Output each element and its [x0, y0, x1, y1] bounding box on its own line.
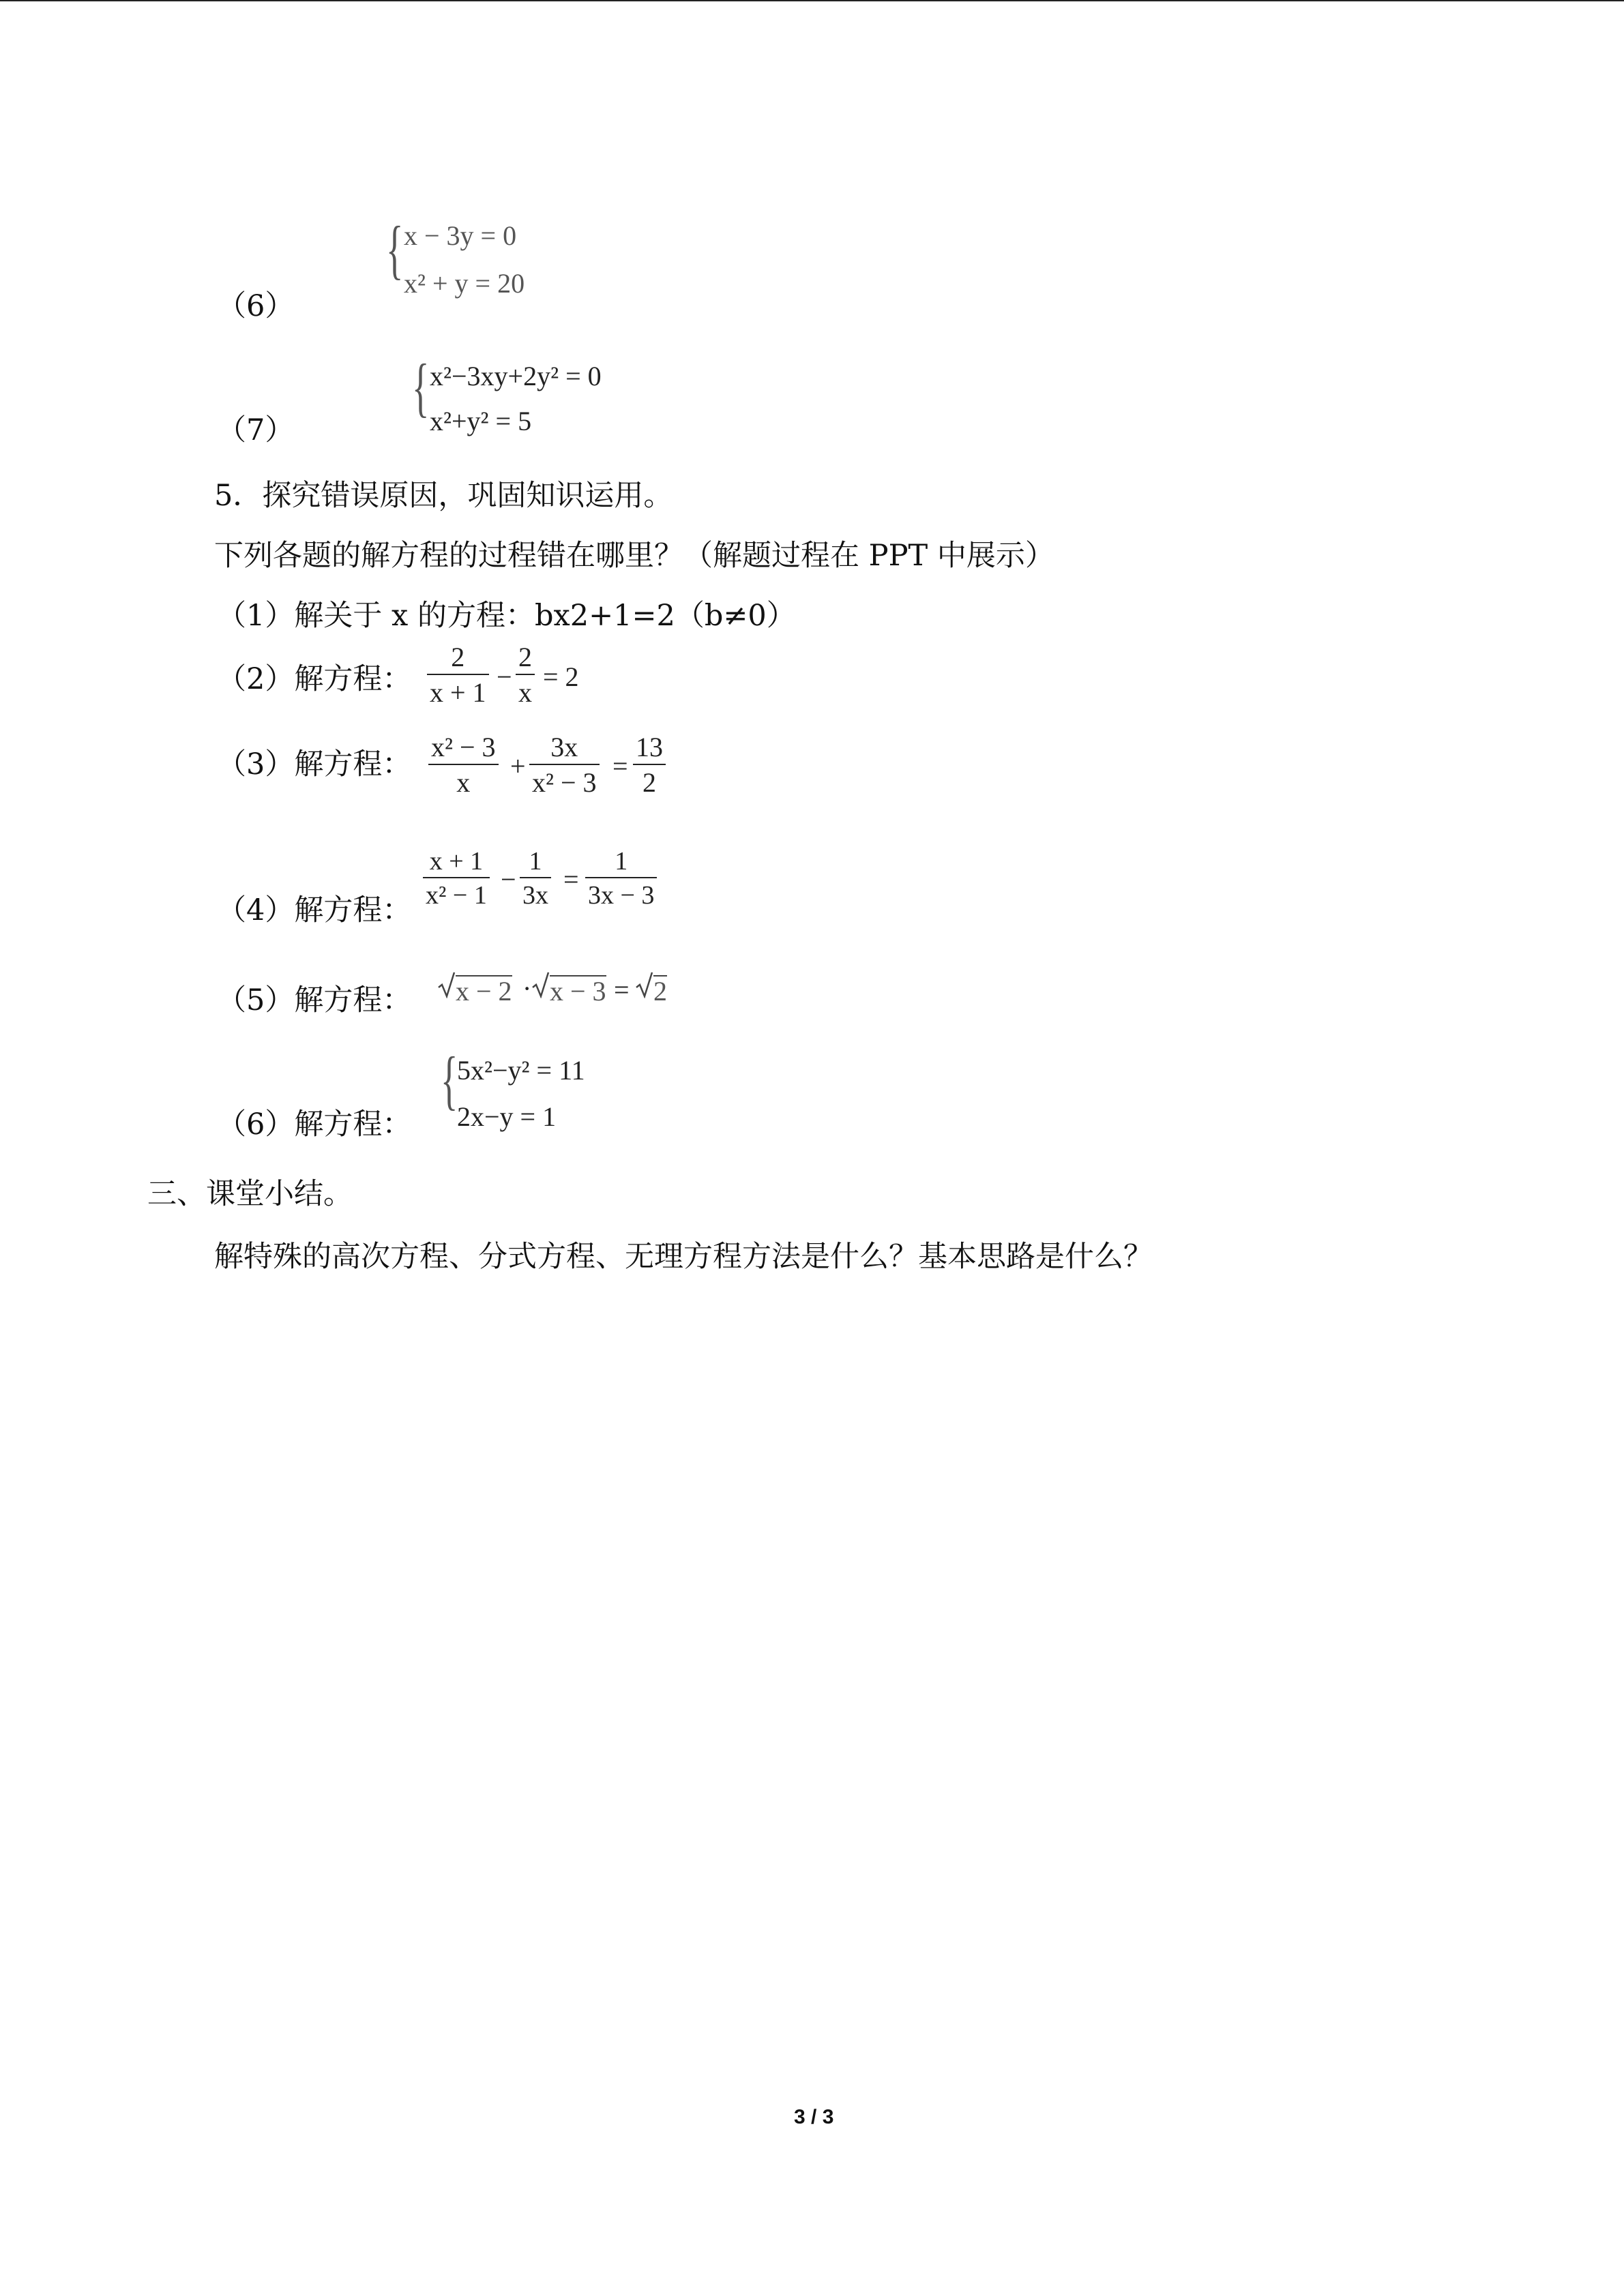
problem-6-equation-2: x² + y = 20: [404, 268, 525, 299]
p3-fraction-2-denominator: x² − 3: [532, 767, 597, 798]
p4-equals: =: [563, 864, 579, 895]
p4-fraction-1-numerator: x + 1: [429, 847, 484, 876]
error-problem-5-label: （5）解方程：: [217, 983, 412, 1017]
p2-fraction-2: [516, 644, 535, 706]
system-brace-7: {: [412, 351, 430, 423]
error-problem-2-label: （2）解方程：: [217, 662, 412, 696]
section-5-intro: 下列各题的解方程的过程错在哪里？（解题过程在 PPT 中展示）: [214, 539, 1054, 573]
section-5-heading: 5．探究错误原因，巩固知识运用。: [214, 479, 673, 513]
p4-fraction-2-numerator: 1: [529, 847, 542, 876]
p2-minus: −: [497, 661, 512, 692]
p5-radicand-1: x − 2: [456, 976, 512, 1007]
summary-text: 解特殊的高次方程、分式方程、无理方程方法是什么？基本思路是什么？: [214, 1240, 1153, 1274]
p4-fraction-1-denominator: x² − 1: [426, 881, 487, 910]
top-border: [0, 0, 1624, 1]
p3-fraction-1: [428, 734, 499, 796]
problem-7-equation-2: x²+y² = 5: [430, 406, 532, 436]
p2-fraction-2-denominator: x: [518, 677, 532, 708]
p2-rhs: = 2: [543, 661, 579, 692]
p5-radicand-2: x − 3: [550, 976, 606, 1007]
p3-fraction-2: [529, 734, 600, 796]
error-problem-4-label: （4）解方程：: [217, 893, 412, 927]
p3-fraction-3: [633, 734, 666, 796]
error-problem-6-label: （6）解方程：: [217, 1107, 412, 1142]
p5-dot: ·: [522, 973, 532, 1004]
error-problem-6-equation-2: 2x−y = 1: [457, 1101, 557, 1132]
radical-sign-3: [636, 971, 653, 998]
p3-plus: +: [510, 751, 526, 781]
radical-sign-1: [438, 971, 456, 998]
problem-6-equation-1: x − 3y = 0: [404, 220, 517, 251]
p3-fraction-3-numerator: 13: [636, 732, 663, 762]
p3-fraction-1-denominator: x: [456, 767, 471, 798]
p2-fraction-1-denominator: x + 1: [430, 677, 486, 708]
p4-fraction-3: [585, 848, 657, 908]
p4-fraction-2-denominator: 3x: [522, 881, 548, 910]
p4-minus: −: [501, 864, 516, 895]
p2-fraction-2-numerator: 2: [518, 642, 532, 672]
p3-fraction-1-numerator: x² − 3: [431, 732, 496, 762]
p3-equals: =: [612, 751, 628, 781]
summary-heading: 三、课堂小结。: [147, 1177, 353, 1211]
p5-radicand-3: 2: [653, 976, 667, 1007]
p2-fraction-1-numerator: 2: [451, 642, 465, 672]
problem-6-label: （6）: [217, 289, 295, 323]
p4-fraction-2: [520, 848, 551, 908]
radical-sign-2: [532, 971, 550, 998]
p4-fraction-3-numerator: 1: [615, 847, 628, 876]
problem-7-equation-1: x²−3xy+2y² = 0: [430, 361, 602, 391]
error-problem-3-label: （3）解方程：: [217, 747, 412, 781]
p4-fraction-3-denominator: 3x − 3: [588, 881, 655, 910]
p2-fraction-1: [427, 644, 489, 706]
p3-fraction-3-denominator: 2: [643, 767, 656, 798]
p4-fraction-1: [423, 848, 490, 908]
p3-fraction-2-numerator: 3x: [550, 732, 578, 762]
page-number: 3 / 3: [794, 2106, 834, 2128]
problem-7-label: （7）: [217, 413, 295, 447]
system-brace-6: {: [386, 213, 404, 286]
error-problem-1: （1）解关于 x 的方程：bx2+1=2（b≠0）: [217, 599, 796, 633]
system-brace-error-6: {: [441, 1043, 458, 1116]
error-problem-6-equation-1: 5x²−y² = 11: [457, 1055, 585, 1086]
p5-equals: =: [614, 974, 630, 1005]
